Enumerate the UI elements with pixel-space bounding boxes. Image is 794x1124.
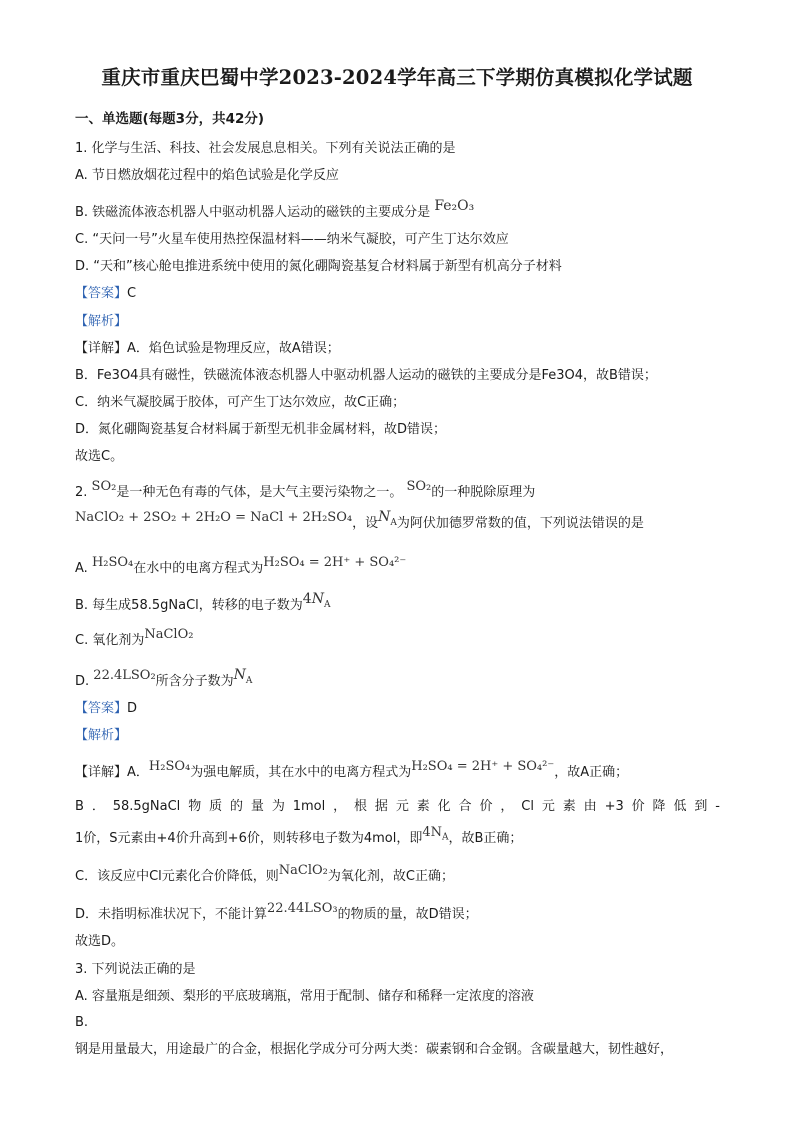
question-2-option-c: C. 氧化剂为NaClO₂	[75, 627, 194, 648]
electron-count-formula: $4N_A$	[422, 825, 449, 843]
question-1-option-d: D. “天和”核心舱电推进系统中使用的氮化硼陶瓷基复合材料属于新型有机高分子材料	[75, 259, 562, 274]
question-2-option-b: B. 每生成58.5gNaCl，转移的电子数为$4N_A$	[75, 591, 331, 613]
question-1-analysis-tag: 【解析】	[75, 314, 128, 329]
question-2-option-a: A. H₂SO₄在水中的电离方程式为H₂SO₄ = 2H⁺ + SO₄²⁻	[75, 555, 407, 576]
question-3-option-b: B.	[75, 1015, 89, 1030]
question-1-detail-3: C．纳米气凝胶属于胶体，可产生丁达尔效应，故C正确；	[75, 395, 406, 410]
question-2-detail-5: D．未指明标准状况下，不能计算22.44LSO₃的物质的量，故D错误；	[75, 901, 478, 922]
electron-count-formula: $4N_A$	[302, 591, 331, 610]
equation-suffix-2: 为阿伏加德罗常数的值，下列说法错误的是	[396, 516, 644, 531]
answer-value: C	[127, 286, 137, 301]
naclo2-formula: NaClO₂	[278, 863, 328, 878]
naclo2-formula: NaClO₂	[144, 627, 194, 642]
ionization-equation: H₂SO₄ = 2H⁺ + SO₄²⁻	[411, 759, 555, 774]
question-number: 2.	[75, 485, 88, 500]
volume-formula: 22.4LSO₂	[93, 668, 156, 683]
question-2-analysis-tag: 【解析】	[75, 728, 128, 743]
question-1-detail-4: D．氮化硼陶瓷基复合材料属于新型无机非金属材料，故D错误；	[75, 422, 447, 437]
question-2-detail-1: 【详解】A．H₂SO₄为强电解质，其在水中的电离方程式为H₂SO₄ = 2H⁺ + SO₄²⁻，故A正确；	[75, 759, 629, 780]
question-1-stem: 1. 化学与生活、科技、社会发展息息相关。下列有关说法正确的是	[75, 141, 456, 156]
answer-tag: 【答案】	[75, 286, 128, 301]
question-2-equation-line	[75, 509, 644, 538]
question-1-option-c: C. “天问一号”火星车使用热控保温材料——纳米气凝胶，可产生丁达尔效应	[75, 232, 509, 247]
question-2-detail-3: 1价，S元素由+4价升高到+6价，则转移电子数为4mol，即$4N_A$，故B正确；	[75, 825, 523, 846]
question-2-conclusion: 故选D。	[75, 934, 125, 949]
question-1-detail-1: 【详解】A．焰色试验是物理反应，故A错误；	[75, 341, 340, 356]
question-1-conclusion: 故选C。	[75, 449, 124, 464]
section-heading: 一、单选题(每题3分，共42分)	[75, 111, 265, 127]
ionization-equation: H₂SO₄ = 2H⁺ + SO₄²⁻	[263, 555, 407, 570]
page-title: 重庆市重庆巴蜀中学2023-2024学年高三下学期仿真模拟化学试题	[101, 66, 693, 89]
reaction-equation: NaClO₂ + 2SO₂ + 2H₂O = NaCl + 2H₂SO₄	[75, 510, 353, 525]
question-2-stem	[75, 479, 536, 502]
option-b-text: B. 铁磁流体液态机器人中驱动机器人运动的磁铁的主要成分是	[75, 205, 431, 220]
answer-value: D	[127, 701, 138, 716]
stem-text-1: 是一种无色有毒的气体，是大气主要污染物之一。	[116, 485, 403, 500]
question-1-option-a: A. 节日燃放烟花过程中的焰色试验是化学反应	[75, 168, 339, 183]
question-1-detail-2: B．Fe3O4具有磁性，铁磁流体液态机器人中驱动机器人运动的磁铁的主要成分是Fe3O4，故B错误；	[75, 368, 657, 383]
question-1-option-b	[75, 198, 475, 222]
equation-suffix-1: ，设	[352, 516, 379, 531]
so2-formula: SO₂	[91, 479, 117, 494]
avogadro-symbol: $N_A$	[378, 509, 397, 528]
so2-formula: SO₂	[406, 479, 432, 494]
question-1-answer	[75, 285, 136, 303]
volume-formula: 22.44LSO₃	[267, 901, 338, 916]
question-2-detail-2: B ． 58.5gNaCl 物 质 的 量 为 1mol ， 根 据 元 素 化 合 价 ， Cl 元 素 由 +3 价 降 低 到 -	[75, 799, 720, 814]
question-3-stem: 3. 下列说法正确的是	[75, 962, 196, 977]
question-2-detail-4: C．该反应中Cl元素化合价降低，则NaClO₂为氧化剂，故C正确；	[75, 863, 454, 884]
question-3-option-a: A. 容量瓶是细颈、梨形的平底玻璃瓶，常用于配制、储存和稀释一定浓度的溶液	[75, 989, 534, 1004]
avogadro-symbol: $N_A$	[233, 667, 253, 686]
question-3-option-b-text: 钢是用量最大，用途最广的合金，根据化学成分可分两大类：碳素钢和合金钢。含碳量越大，韧性越好，	[75, 1042, 674, 1057]
h2so4-formula: H₂SO₄	[148, 759, 191, 774]
question-2-option-d: D. 22.4LSO₂所含分子数为$N_A$	[75, 667, 253, 689]
stem-text-2: 的一种脱除原理为	[431, 485, 536, 500]
answer-tag: 【答案】	[75, 701, 128, 716]
h2so4-formula: H₂SO₄	[91, 555, 134, 570]
fe2o3-formula: Fe₂O₃	[434, 198, 475, 214]
question-2-answer	[75, 700, 137, 718]
